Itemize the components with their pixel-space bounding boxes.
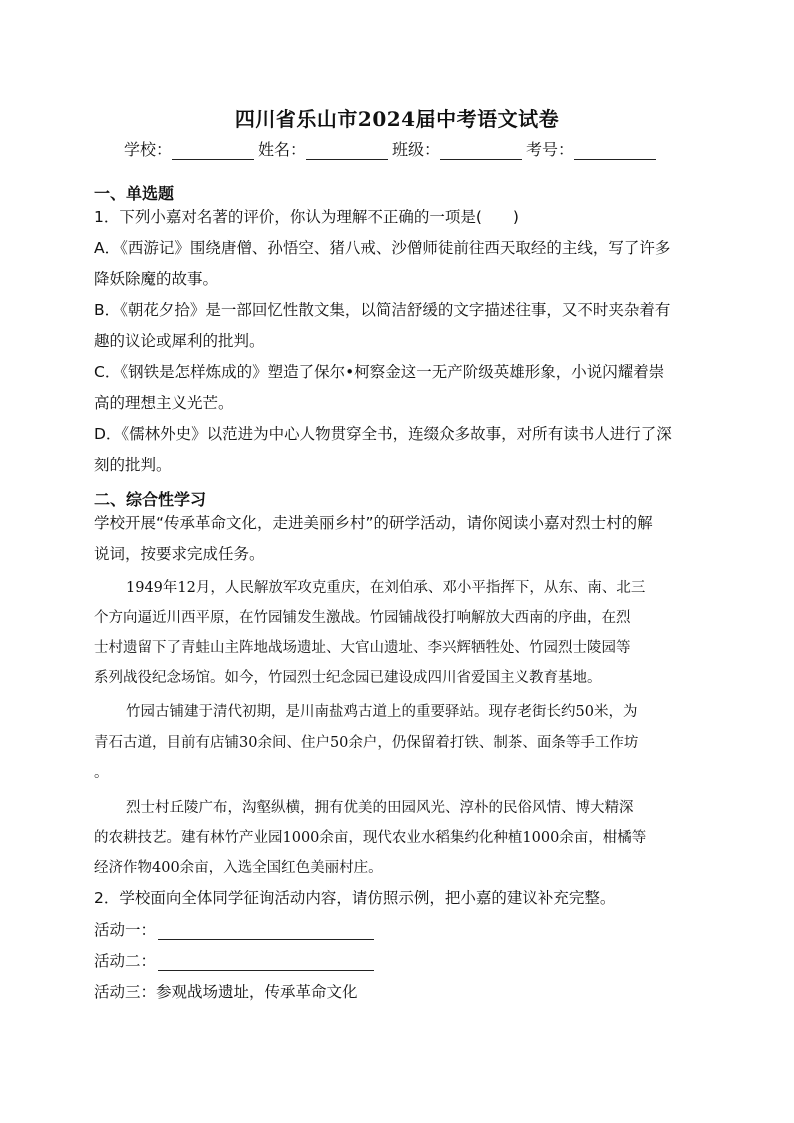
activity-1-row: [94, 918, 374, 940]
para3-line1: 烈士村丘陵广布，沟壑纵横，拥有优美的田园风光、淳朴的民俗风情、博大精深: [126, 800, 634, 816]
class-blank[interactable]: [440, 145, 522, 160]
para1-line3: 士村遗留下了青蛙山主阵地战场遗址、大官山遗址、李兴辉牺牲处、竹园烈士陵园等: [94, 640, 631, 656]
activity-1-label: 活动一：: [94, 921, 157, 939]
intro-line2: 说词，按要求完成任务。: [94, 545, 265, 563]
student-info-row: [124, 137, 684, 160]
para2-line2: 青石古道，目前有店铺30余间、住户50余户，仍保留着打铁、制茶、面条等手工作坊: [94, 735, 639, 751]
exam-title: 四川省乐山市2024届中考语文试卷: [234, 107, 560, 131]
para2-line1: 竹园古铺建于清代初期，是川南盐鸡古道上的重要驿站。现存老街长约50米，为: [126, 704, 638, 720]
option-b-line1: B．《朝花夕拾》是一部回忆性散文集，以简洁舒缓的文字描述往事，又不时夹杂着有: [94, 301, 671, 319]
option-a-line2: 降妖除魔的故事。: [94, 270, 219, 288]
para2-line3: 。: [94, 765, 109, 781]
intro-line1: 学校开展“传承革命文化，走进美丽乡村”的研学活动，请你阅读小嘉对烈士村的解: [94, 514, 653, 532]
para3-line3: 经济作物400余亩，入选全国红色美丽村庄。: [94, 860, 383, 876]
activity-3: 活动三：参观战场遗址，传承革命文化: [94, 983, 358, 1001]
para3-line2: 的农耕技艺。建有林竹产业园1000余亩，现代农业水稻集约化种植1000余亩，柑橘等: [94, 830, 647, 846]
para1-line1: 1949年12月，人民解放军攻克重庆，在刘伯承、邓小平指挥下，从东、南、北三: [126, 580, 646, 596]
activity-2-blank[interactable]: [158, 956, 374, 971]
option-a-line1: A．《西游记》围绕唐僧、孙悟空、猪八戒、沙僧师徒前往西天取经的主线，写了许多: [94, 239, 671, 257]
number-label: 考号：: [526, 140, 575, 159]
name-blank[interactable]: [306, 145, 388, 160]
question-1: 1．下列小嘉对名著的评价，你认为理解不正确的一项是( ): [94, 208, 519, 226]
class-label: 班级：: [392, 140, 441, 159]
activity-1-blank[interactable]: [158, 925, 374, 940]
para1-line2: 个方向逼近川西平原，在竹园铺发生激战。竹园铺战役打响解放大西南的序曲，在烈: [94, 610, 631, 626]
activity-2-row: [94, 949, 374, 971]
number-blank[interactable]: [574, 145, 656, 160]
option-c-line2: 高的理想主义光芒。: [94, 394, 234, 412]
school-blank[interactable]: [172, 145, 254, 160]
option-d-line1: D．《儒林外史》以范进为中心人物贯穿全书，连缀众多故事，对所有读书人进行了深: [94, 425, 672, 443]
section2-heading: 二、综合性学习: [94, 490, 207, 509]
option-c-line1: C．《钢铁是怎样炼成的》塑造了保尔•柯察金这一无产阶级英雄形象，小说闪耀着崇: [94, 363, 665, 381]
section1-heading: 一、单选题: [94, 184, 175, 203]
name-label: 姓名：: [258, 140, 307, 159]
option-b-line2: 趣的议论或犀利的批判。: [94, 332, 265, 350]
question-2: 2．学校面向全体同学征询活动内容，请仿照示例，把小嘉的建议补充完整。: [94, 889, 616, 907]
para1-line4: 系列战役纪念场馆。如今，竹园烈士纪念园已建设成四川省爱国主义教育基地。: [94, 670, 602, 686]
school-label: 学校：: [124, 140, 173, 159]
activity-2-label: 活动二：: [94, 952, 157, 970]
option-d-line2: 刻的批判。: [94, 456, 172, 474]
